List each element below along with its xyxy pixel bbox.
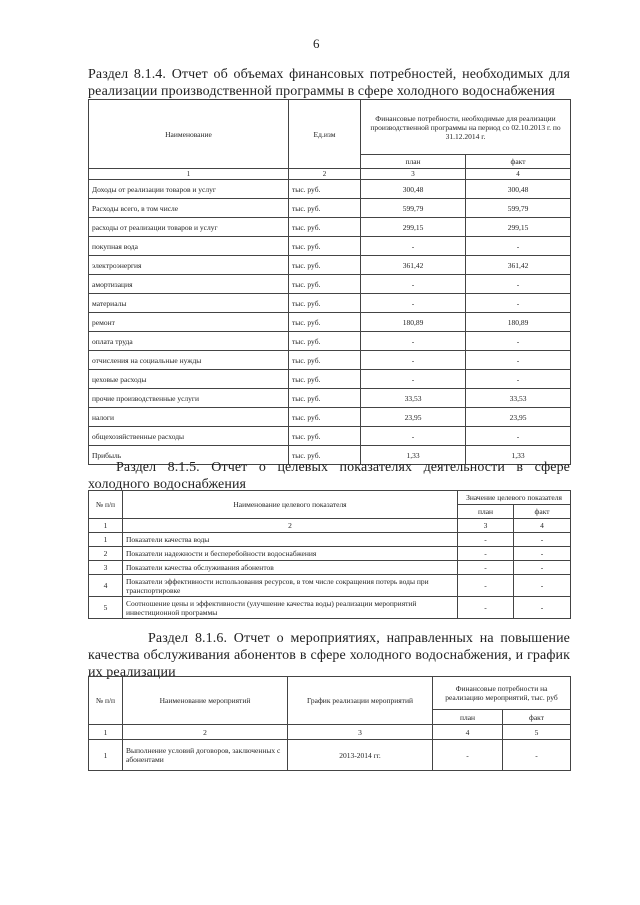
row-name: Расходы всего, в том числе: [89, 199, 289, 218]
row-unit: тыс. руб.: [289, 427, 361, 446]
row-plan: 299,15: [361, 218, 466, 237]
row-fact: 180,89: [466, 313, 571, 332]
table-row: [89, 199, 571, 218]
section-heading-8-1-5: Раздел 8.1.5. Отчет о целевых показателях деятельности в сфере холодного водоснабжения: [88, 460, 570, 492]
row-plan: 599,79: [361, 199, 466, 218]
header-plan: план: [433, 710, 503, 725]
table-row: [89, 408, 571, 427]
row-fact: 1,33: [466, 446, 571, 465]
row-name: амортизация: [89, 275, 289, 294]
column-number: 4: [466, 169, 571, 180]
row-plan: -: [361, 427, 466, 446]
row-plan: -: [458, 533, 514, 547]
row-plan: -: [361, 370, 466, 389]
row-plan: -: [361, 294, 466, 313]
row-fact: 33,53: [466, 389, 571, 408]
row-plan: 361,42: [361, 256, 466, 275]
header-schedule: График реализации мероприятий: [288, 677, 433, 725]
column-number: 3: [458, 519, 514, 533]
row-num: 1: [89, 533, 123, 547]
row-name: оплата труда: [89, 332, 289, 351]
table-row: [89, 370, 571, 389]
row-name: цеховые расходы: [89, 370, 289, 389]
table-row: [89, 575, 571, 597]
row-unit: тыс. руб.: [289, 389, 361, 408]
target-indicators-table: [88, 490, 571, 619]
row-unit: тыс. руб.: [289, 294, 361, 313]
row-plan: 23,95: [361, 408, 466, 427]
header-fact: факт: [466, 155, 571, 169]
table-row: [89, 597, 571, 619]
column-number: 3: [361, 169, 466, 180]
column-number: 4: [433, 725, 503, 740]
row-fact: 300,48: [466, 180, 571, 199]
column-number: 3: [288, 725, 433, 740]
row-name: материалы: [89, 294, 289, 313]
row-fact: 299,15: [466, 218, 571, 237]
row-fact: 361,42: [466, 256, 571, 275]
row-plan: 300,48: [361, 180, 466, 199]
table-row: [89, 427, 571, 446]
row-unit: тыс. руб.: [289, 180, 361, 199]
row-fact: -: [514, 575, 571, 597]
row-fact: -: [514, 547, 571, 561]
column-number: 2: [123, 725, 288, 740]
row-plan: 1,33: [361, 446, 466, 465]
header-measure-name: Наименование мероприятий: [123, 677, 288, 725]
row-name: Показатели качества обслуживания абонентов: [123, 561, 458, 575]
row-plan: 180,89: [361, 313, 466, 332]
row-name: прочие производственные услуги: [89, 389, 289, 408]
row-unit: тыс. руб.: [289, 218, 361, 237]
row-num: 5: [89, 597, 123, 619]
table-row: [89, 389, 571, 408]
header-needs: Финансовые потребности, необходимые для реализации производственной программы на период со 02.10.2013 г. по 31.12.2014 г.: [361, 100, 571, 155]
row-fact: -: [466, 237, 571, 256]
header-fact: факт: [503, 710, 571, 725]
row-plan: -: [361, 351, 466, 370]
row-num: 3: [89, 561, 123, 575]
row-name: налоги: [89, 408, 289, 427]
row-fact: 23,95: [466, 408, 571, 427]
header-financial-needs: Финансовые потребности на реализацию мероприятий, тыс. руб: [433, 677, 571, 710]
row-num: 1: [89, 740, 123, 771]
row-fact: -: [466, 370, 571, 389]
row-unit: тыс. руб.: [289, 332, 361, 351]
table-row: [89, 313, 571, 332]
row-unit: тыс. руб.: [289, 237, 361, 256]
row-plan: -: [458, 597, 514, 619]
row-name: Показатели эффективности использования ресурсов, в том числе сокращения потерь воды при транспортировке: [123, 575, 458, 597]
row-unit: тыс. руб.: [289, 408, 361, 427]
row-unit: тыс. руб.: [289, 256, 361, 275]
financial-needs-table: [88, 99, 571, 465]
row-fact: -: [466, 275, 571, 294]
row-fact: -: [466, 351, 571, 370]
row-name: ремонт: [89, 313, 289, 332]
row-fact: -: [466, 294, 571, 313]
header-num: № п/п: [89, 491, 123, 519]
table-row: [89, 275, 571, 294]
row-name: расходы от реализации товаров и услуг: [89, 218, 289, 237]
column-number: 2: [123, 519, 458, 533]
section-heading-8-1-6: Раздел 8.1.6. Отчет о мероприятиях, направленных на повышение качества обслуживания абонентов в сфере холодного водоснабжения, и график их реализации: [88, 631, 570, 680]
section-heading-8-1-4: Раздел 8.1.4. Отчет об объемах финансовых потребностей, необходимых для реализации производственной программы в сфере холодного водоснабжения: [88, 67, 570, 99]
row-fact: 599,79: [466, 199, 571, 218]
row-name: Прибыль: [89, 446, 289, 465]
header-num: № п/п: [89, 677, 123, 725]
row-unit: тыс. руб.: [289, 370, 361, 389]
row-plan: -: [361, 332, 466, 351]
row-plan: 33,53: [361, 389, 466, 408]
row-unit: тыс. руб.: [289, 275, 361, 294]
row-plan: -: [361, 275, 466, 294]
row-name: отчисления на социальные нужды: [89, 351, 289, 370]
row-name: Выполнение условий договоров, заключенных с абонентами: [123, 740, 288, 771]
row-name: Показатели надежности и бесперебойности водоснабжения: [123, 547, 458, 561]
row-fact: -: [503, 740, 571, 771]
header-plan: план: [458, 505, 514, 519]
column-number: 5: [503, 725, 571, 740]
row-schedule: 2013-2014 гг.: [288, 740, 433, 771]
column-number: 1: [89, 519, 123, 533]
table-row: [89, 332, 571, 351]
header-indicator-value: Значение целевого показателя: [458, 491, 571, 505]
table-row: [89, 740, 571, 771]
table-row: [89, 218, 571, 237]
header-plan: план: [361, 155, 466, 169]
table-row: [89, 351, 571, 370]
row-fact: -: [514, 533, 571, 547]
column-number: 2: [289, 169, 361, 180]
row-unit: тыс. руб.: [289, 199, 361, 218]
row-plan: -: [433, 740, 503, 771]
row-num: 2: [89, 547, 123, 561]
row-name: Доходы от реализации товаров и услуг: [89, 180, 289, 199]
row-unit: тыс. руб.: [289, 313, 361, 332]
column-number: 1: [89, 169, 289, 180]
row-unit: тыс. руб.: [289, 446, 361, 465]
column-number: 4: [514, 519, 571, 533]
table-row: [89, 561, 571, 575]
column-number: 1: [89, 725, 123, 740]
row-name: Показатели качества воды: [123, 533, 458, 547]
table-row: [89, 180, 571, 199]
row-name: покупная вода: [89, 237, 289, 256]
table-row: [89, 547, 571, 561]
row-fact: -: [466, 332, 571, 351]
page-number: 6: [313, 36, 320, 51]
row-fact: -: [514, 597, 571, 619]
row-plan: -: [361, 237, 466, 256]
row-unit: тыс. руб.: [289, 351, 361, 370]
header-indicator-name: Наименование целевого показателя: [123, 491, 458, 519]
row-fact: -: [466, 427, 571, 446]
row-plan: -: [458, 547, 514, 561]
table-row: [89, 256, 571, 275]
table-row: [89, 294, 571, 313]
row-num: 4: [89, 575, 123, 597]
row-name: Соотношение цены и эффективности (улучшение качества воды) реализации мероприятий инвестиционной программы: [123, 597, 458, 619]
header-name: Наименование: [89, 100, 289, 169]
measures-table: [88, 676, 571, 771]
table-row: [89, 533, 571, 547]
row-fact: -: [514, 561, 571, 575]
row-name: электроэнергия: [89, 256, 289, 275]
row-name: общехозяйственные расходы: [89, 427, 289, 446]
header-unit: Ед.изм: [289, 100, 361, 169]
table-row: [89, 237, 571, 256]
row-plan: -: [458, 561, 514, 575]
row-plan: -: [458, 575, 514, 597]
header-fact: факт: [514, 505, 571, 519]
